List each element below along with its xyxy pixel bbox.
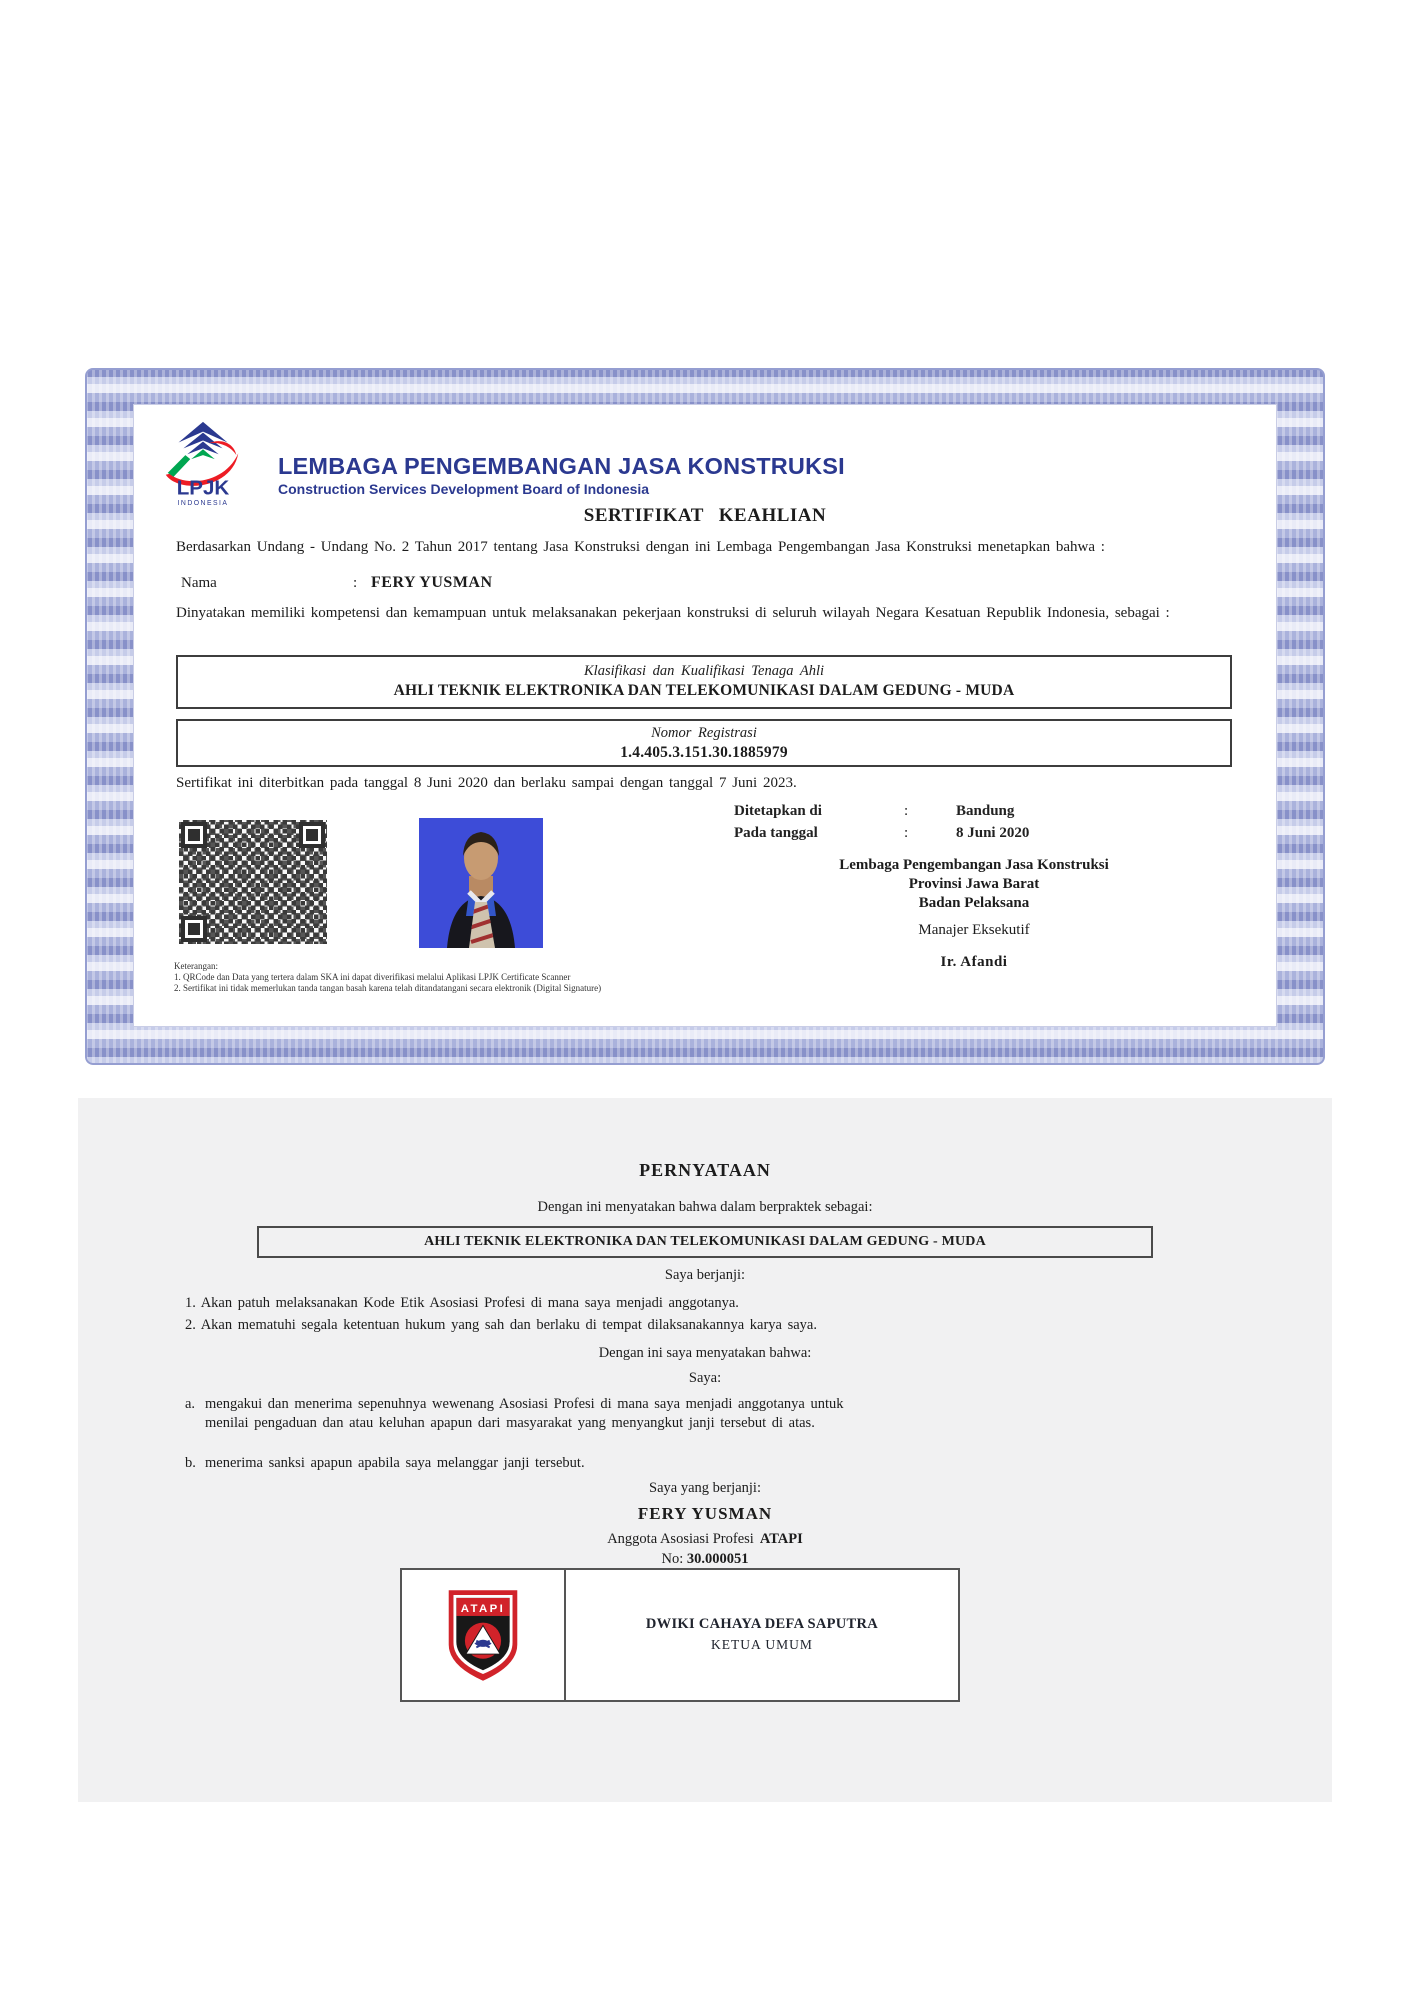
declaration-text: menerima sanksi apapun apabila saya melanggar janji tersebut.: [205, 1455, 585, 1471]
declaration-heading: Dengan ini saya menyatakan bahwa:: [598, 1345, 812, 1361]
footnotes-heading: Keterangan:: [174, 961, 218, 971]
declaration-subheading: Saya:: [688, 1370, 722, 1386]
footnote-item: 2. Sertifikat ini tidak memerlukan tanda tangan basah karena telah ditandatangani secara elektronik (Digital Signature): [174, 983, 602, 993]
chairman-title: KETUA UMUM: [711, 1637, 813, 1652]
footnotes: [174, 961, 601, 994]
promise-item: 1. Akan patuh melaksanakan Kode Etik Asosiasi Profesi di mana saya menjadi anggotanya.: [185, 1295, 739, 1311]
qr-finder-icon: [181, 916, 207, 942]
lpjk-acronym: LPJK: [176, 476, 230, 500]
statement-panel: [78, 1098, 1332, 1802]
declaration-item: [185, 1395, 855, 1433]
statement-title: PERNYATAAN: [639, 1160, 771, 1180]
association-signature-box: [400, 1568, 960, 1702]
org-name: LEMBAGA PENGEMBANGAN JASA KONSTRUKSI: [278, 453, 845, 479]
association-logo-cell: [402, 1570, 566, 1700]
atapi-logo-text: ATAPI: [460, 1603, 506, 1616]
org-subtitle: Construction Services Development Board of Indonesia: [278, 481, 650, 497]
issued-date-label: Pada tanggal: [734, 825, 818, 841]
chairman-name: DWIKI CAHAYA DEFA SAPUTRA: [645, 1616, 879, 1632]
name-colon: :: [353, 575, 358, 591]
declaration-text: mengakui dan menerima sepenuhnya wewenang Asosiasi Profesi di mana saya menjadi anggotanya untuk menilai pengaduan dan atau keluhan apapun dari masyarakat yang menyangkut janji tersebut di atas.: [205, 1396, 844, 1431]
declaration-item: [185, 1454, 855, 1473]
name-row: [181, 574, 493, 592]
qr-code: [179, 820, 327, 944]
competency-statement: Dinyatakan memiliki kompetensi dan kemampuan untuk melaksanakan pekerjaan konstruksi di seluruh wilayah Negara Kesatuan Republik Indonesia, sebagai :: [176, 605, 1170, 621]
name-label: Nama: [181, 575, 217, 591]
issued-date: 8 Juni 2020: [956, 825, 1030, 841]
issued-date-row: [734, 825, 1214, 842]
issue-signature-block: [734, 803, 1214, 971]
issuing-authority: [734, 856, 1214, 913]
membership-line: [78, 1531, 1332, 1548]
qr-finder-icon: [299, 822, 325, 848]
colon: :: [904, 825, 909, 841]
certificate-title: SERTIFIKAT KEAHLIAN: [583, 505, 827, 526]
chairman-cell: [566, 1570, 958, 1700]
classification-box: [176, 655, 1232, 709]
classification-value: AHLI TEKNIK ELEKTRONIKA DAN TELEKOMUNIKASI DALAM GEDUNG - MUDA: [393, 682, 1015, 699]
authority-line: Lembaga Pengembangan Jasa Konstruksi: [839, 857, 1109, 873]
statement-intro: Dengan ini menyatakan bahwa dalam berpraktek sebagai:: [537, 1199, 873, 1215]
registration-label: Nomor Registrasi: [651, 725, 757, 741]
lpjk-logo-icon: [154, 417, 252, 511]
authority-line: Provinsi Jawa Barat: [908, 876, 1040, 892]
membership-org: ATAPI: [759, 1531, 803, 1547]
issued-place-row: [734, 803, 1214, 820]
membership-prefix: Anggota Asosiasi Profesi: [607, 1531, 754, 1547]
promise-item: 2. Akan mematuhi segala ketentuan hukum yang sah dan berlaku di tempat dilaksanakannya karya saya.: [185, 1317, 817, 1333]
certificate-header: [154, 417, 845, 511]
membership-number-line: [78, 1551, 1332, 1568]
signer-name: Ir. Afandi: [940, 954, 1008, 970]
certificate-body: [133, 404, 1277, 1027]
org-title-block: [278, 417, 845, 497]
registration-number: 1.4.405.3.151.30.1885979: [620, 744, 788, 761]
issued-place-label: Ditetapkan di: [734, 803, 822, 819]
registration-box: [176, 719, 1232, 767]
colon: :: [904, 803, 909, 819]
footnote-item: 1. QRCode dan Data yang tertera dalam SKA ini dapat diverifikasi melalui Aplikasi LPJK Certificate Scanner: [174, 972, 571, 982]
certificate-intro-text: Berdasarkan Undang - Undang No. 2 Tahun 2017 tentang Jasa Konstruksi dengan ini Lembaga Pengembangan Jasa Konstruksi menetapkan bahwa :: [176, 539, 1105, 555]
issued-place: Bandung: [956, 803, 1015, 819]
profession-box: AHLI TEKNIK ELEKTRONIKA DAN TELEKOMUNIKASI DALAM GEDUNG - MUDA: [257, 1226, 1153, 1258]
holder-name: FERY YUSMAN: [371, 574, 493, 591]
qr-finder-icon: [181, 822, 207, 848]
declarant-name: FERY YUSMAN: [637, 1504, 773, 1523]
classification-label: Klasifikasi dan Kualifikasi Tenaga Ahli: [584, 663, 824, 679]
closing-line: Saya yang berjanji:: [649, 1480, 761, 1496]
applicant-photo: [419, 818, 543, 948]
promise-heading: Saya berjanji:: [664, 1267, 746, 1283]
validity-text: Sertifikat ini diterbitkan pada tanggal 8 Juni 2020 dan berlaku sampai dengan tanggal 7 Juni 2023.: [176, 775, 797, 791]
signer-title: Manajer Eksekutif: [918, 922, 1030, 938]
declaration-label: a.: [185, 1396, 196, 1412]
certificate-sheet: [85, 368, 1325, 1065]
lpjk-country: INDONESIA: [177, 500, 229, 508]
authority-line: Badan Pelaksana: [918, 895, 1030, 911]
membership-number-label: No:: [661, 1551, 684, 1567]
membership-number: 30.000051: [686, 1551, 749, 1567]
declaration-label: b.: [185, 1455, 196, 1471]
atapi-logo-icon: [443, 1585, 523, 1685]
